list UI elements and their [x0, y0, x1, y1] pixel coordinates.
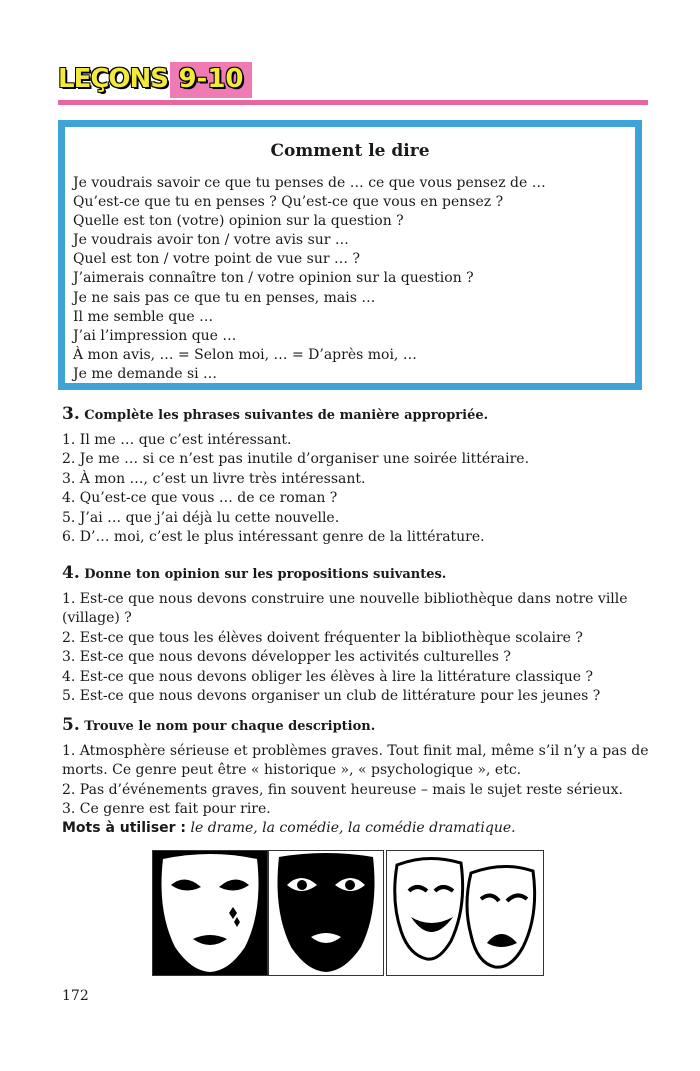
black-mask-icon: [269, 851, 383, 975]
exercise-item: 4. Qu’est-ce que vous … de ce roman ?: [62, 490, 338, 507]
exercise-item: 3. Est-ce que nous devons développer les activités culturelles ?: [62, 649, 511, 666]
comment-le-dire-box: [58, 120, 642, 390]
exercise-3-title: [62, 404, 488, 424]
phrase-item: Je me demande si …: [73, 365, 218, 382]
phrase-item: Quel est ton / votre point de vue sur … ?: [73, 251, 360, 268]
phrase-item: J’aimerais connaître ton / votre opinion sur la question ?: [73, 270, 474, 287]
phrase-item: Je ne sais pas ce que tu en penses, mais …: [73, 289, 376, 306]
exercise-5-title: [62, 715, 375, 735]
exercise-item: 2. Je me … si ce n’est pas inutile d’organiser une soirée littéraire.: [62, 451, 530, 468]
exercise-title-text: Complète les phrases suivantes de manière appropriée.: [84, 408, 489, 423]
exercise-item: 5. Est-ce que nous devons organiser un club de littérature pour les jeunes ?: [62, 688, 601, 705]
page-number: 172: [62, 988, 89, 1004]
lessons-range-badge: [170, 62, 252, 98]
phrase-item: Je voudrais avoir ton / votre avis sur …: [73, 232, 349, 249]
phrase-item: Je voudrais savoir ce que tu penses de … ce que vous pensez de …: [73, 175, 546, 191]
white-mask-icon: [153, 851, 267, 975]
phrase-item: Qu’est-ce que tu en penses ? Qu’est-ce que vous en pensez ?: [73, 194, 504, 211]
exercise-4-title: [62, 563, 446, 583]
words-to-use-value: le drame, la comédie, la comédie dramatique.: [190, 820, 516, 836]
phrase-list: [73, 174, 546, 384]
box-inner: [65, 127, 635, 383]
lessons-range: 9-10: [178, 64, 244, 94]
phrase-item: J’ai l’impression que …: [73, 327, 237, 344]
words-to-use-label: Mots à utiliser :: [62, 820, 187, 836]
exercise-title-text: Donne ton opinion sur les propositions suivantes.: [84, 567, 447, 582]
exercise-item: 2. Pas d’événements graves, fin souvent heureuse – mais le sujet reste sérieux.: [62, 781, 623, 798]
exercise-3-list: [62, 431, 652, 547]
box-title: Comment le dire: [270, 141, 430, 161]
words-to-use: [62, 820, 516, 836]
exercise-item: 1. Il me … que c’est intéressant.: [62, 432, 292, 448]
exercise-item: 3. À mon …, c’est un livre très intéressant.: [62, 470, 366, 487]
exercise-number: 3.: [62, 404, 80, 424]
exercise-item: 4. Est-ce que nous devons obliger les élèves à lire la littérature classique ?: [62, 668, 593, 685]
exercise-item: 6. D’… moi, c’est le plus intéressant genre de la littérature.: [62, 529, 485, 546]
header-rule: [58, 100, 648, 105]
exercise-item: 2. Est-ce que tous les élèves doivent fréquenter la bibliothèque scolaire ?: [62, 629, 583, 646]
drama-mask-white-image: [152, 850, 268, 976]
comedy-tragedy-masks-image: [386, 850, 544, 976]
exercise-4-list: [62, 590, 652, 706]
drama-mask-black-image: [268, 850, 384, 976]
exercise-item: 3. Ce genre est fait pour rire.: [62, 801, 271, 818]
theater-masks-icon: [387, 851, 543, 975]
exercise-item: 1. Atmosphère sérieuse et problèmes graves. Tout finit mal, même s’il n’y a pas de morts. Ce genre peut être « historique », « psychologique », etc.: [62, 743, 649, 779]
phrase-item: Quelle est ton (votre) opinion sur la question ?: [73, 213, 404, 230]
exercise-item: 5. J’ai … que j’ai déjà lu cette nouvelle.: [62, 509, 340, 526]
phrase-item: Il me semble que …: [73, 308, 214, 325]
exercise-item: 1. Est-ce que nous devons construire une nouvelle bibliothèque dans notre ville (village) ?: [62, 591, 628, 627]
lesson-header: [58, 62, 648, 106]
lessons-label: LEÇONS: [58, 64, 168, 94]
exercise-5-list: [62, 742, 652, 820]
phrase-item: À mon avis, … = Selon moi, … = D’après moi, …: [73, 346, 417, 363]
exercise-title-text: Trouve le nom pour chaque description.: [84, 719, 376, 734]
exercise-number: 5.: [62, 715, 80, 735]
exercise-number: 4.: [62, 563, 80, 583]
